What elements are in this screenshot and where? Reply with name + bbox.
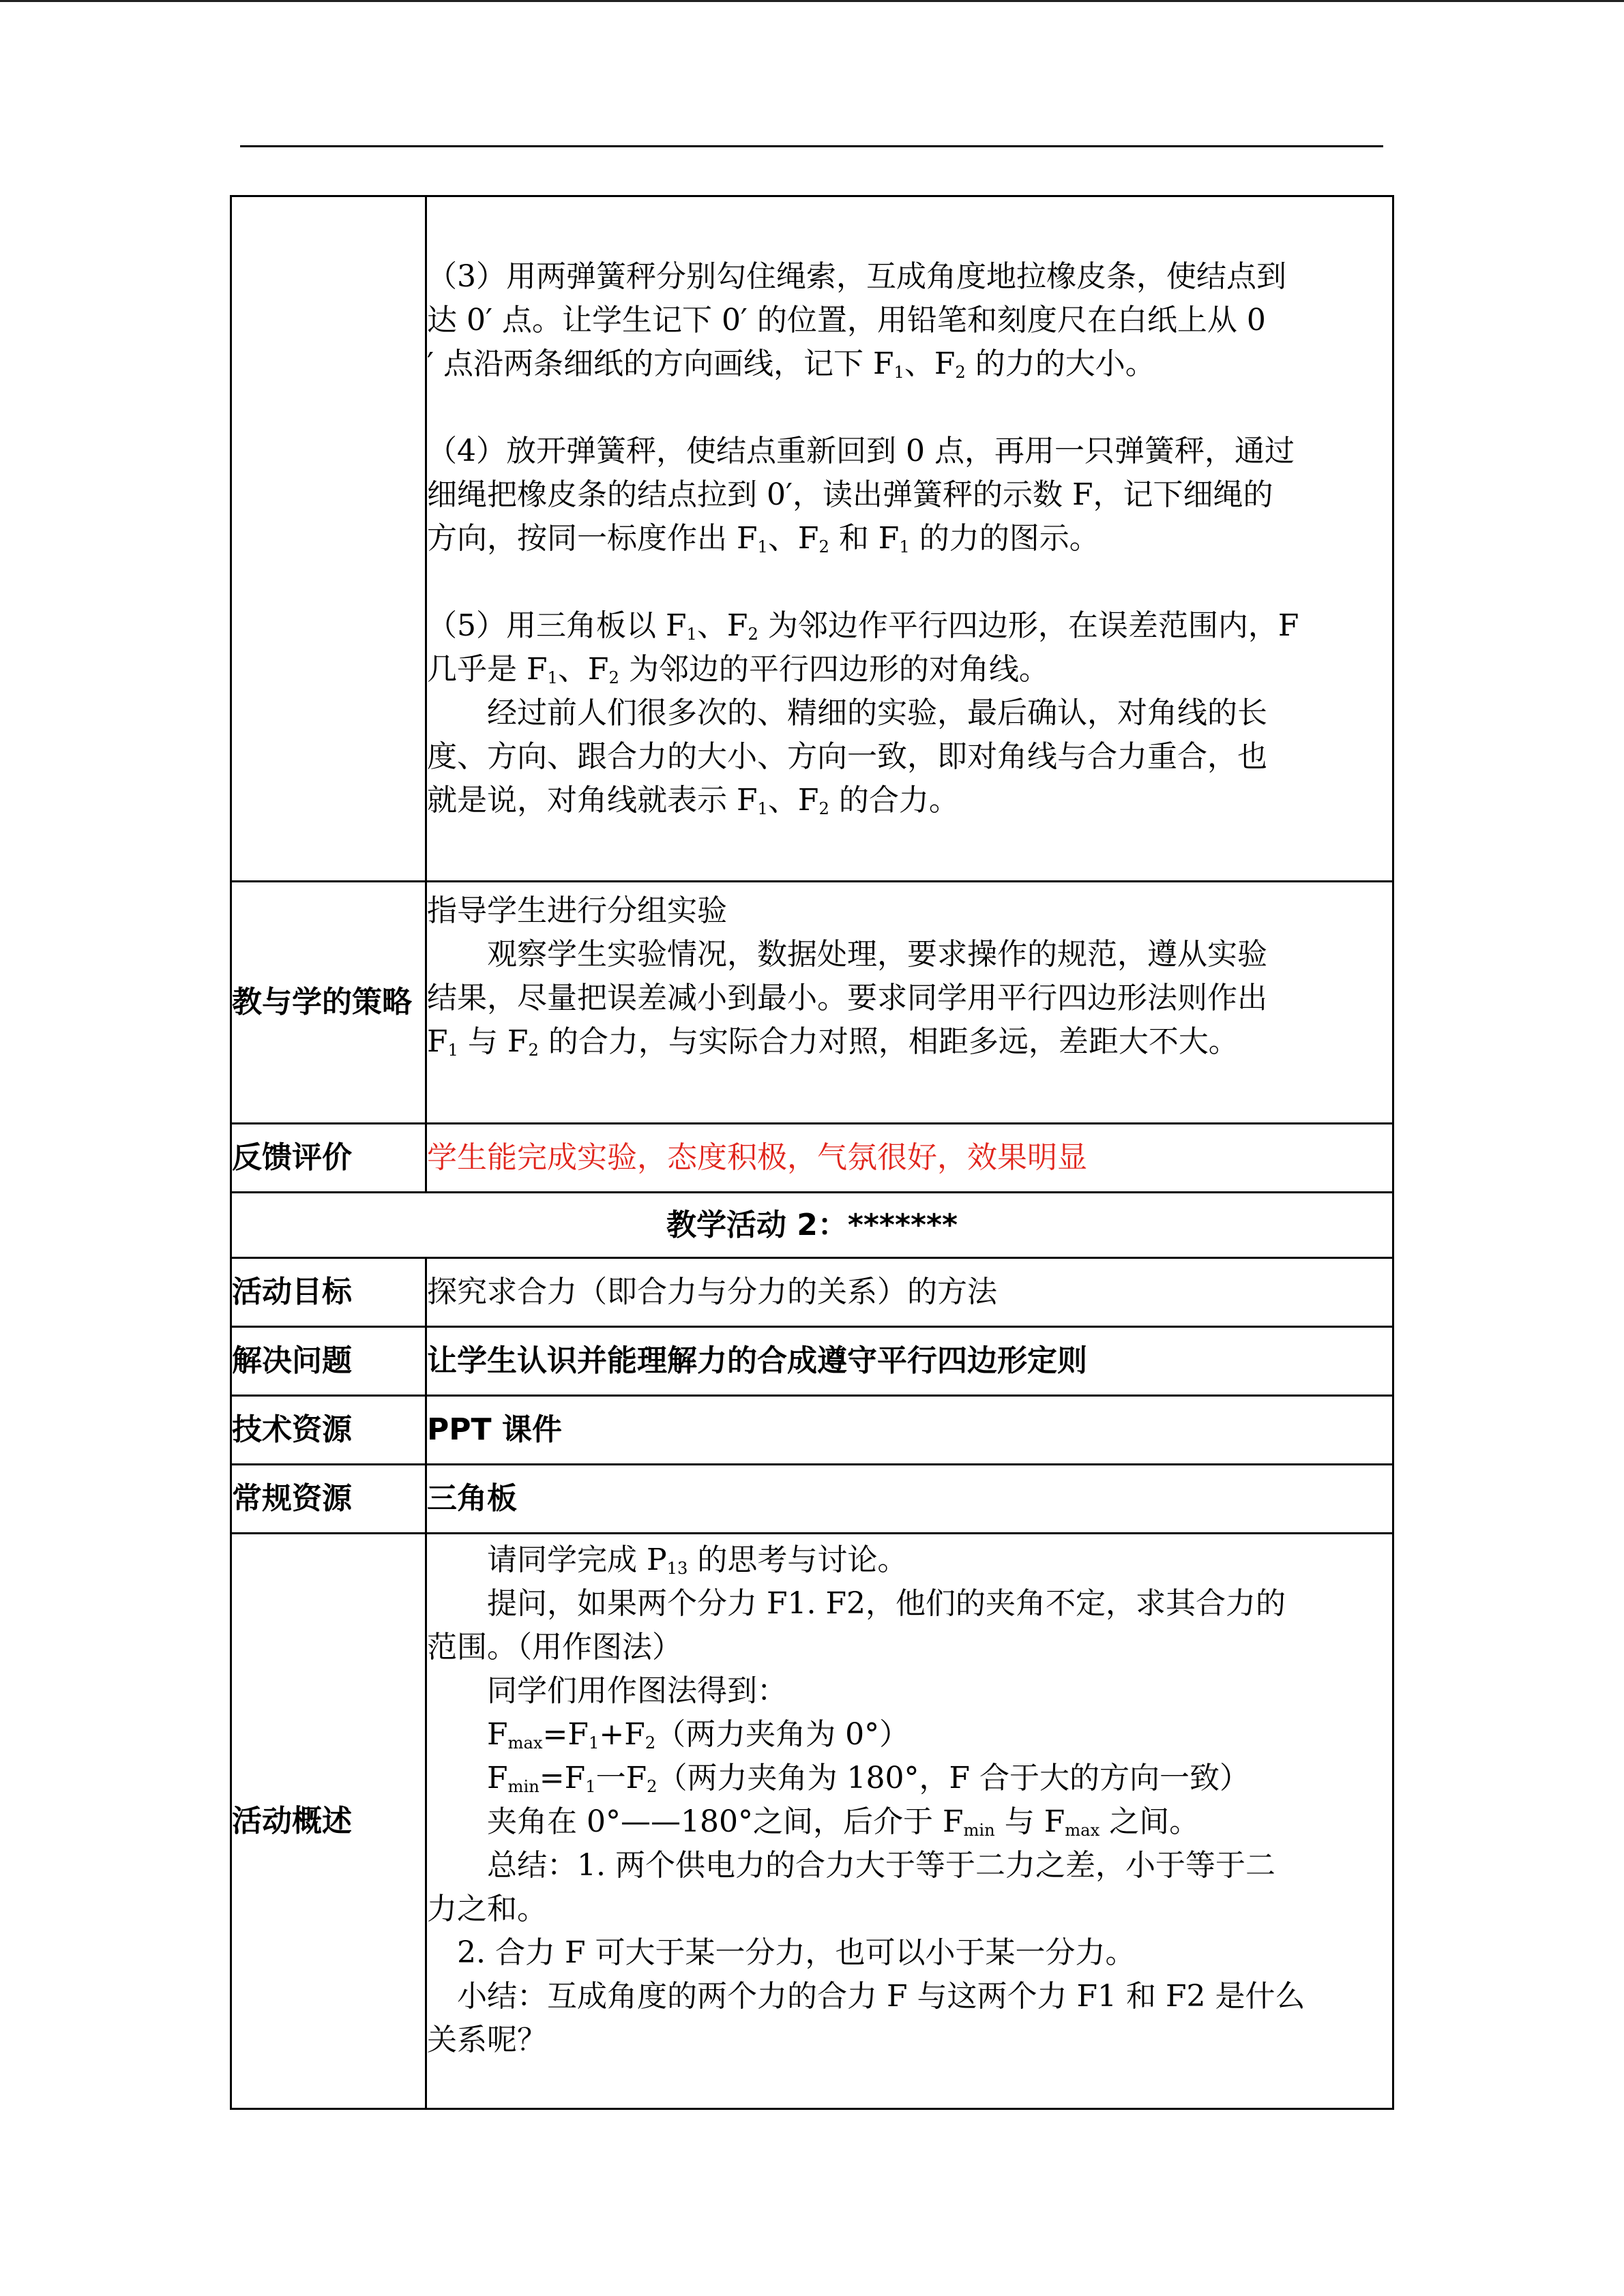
tech-resource-label: 技术资源 <box>231 1396 426 1465</box>
activity-goal-text: 探究求合力（即合力与分力的关系）的方法 <box>426 1258 1393 1327</box>
conclusion-line3: 就是说，对角线就表示 $F_1$、$F_2$ 的合力。 <box>427 783 959 819</box>
step4-line2: 细绳把橡皮条的结点拉到 0′，读出弹簧秤的示数 F，记下细绳的 <box>427 477 1273 512</box>
overview-label: 活动概述 <box>231 1534 426 2109</box>
step5-line1: （5）用三角板以 $F_1$、$F_2$ 为邻边作平行四边形，在误差范围内，F <box>427 608 1299 644</box>
strategy-row <box>231 882 1393 1124</box>
overview-row <box>231 1534 1393 2109</box>
page-top-border <box>0 0 1624 2</box>
problem-text: 让学生认识并能理解力的合成遵守平行四边形定则 <box>426 1327 1393 1396</box>
overview-line5: $F_{max}=F_1+F_2$（两力夹角为 0°） <box>487 1717 910 1753</box>
overview-cell <box>426 1534 1393 2109</box>
overview-line3: 范围。（用作图法） <box>427 1630 682 1665</box>
regular-resource-text: 三角板 <box>426 1465 1393 1534</box>
lesson-plan-table <box>230 195 1394 2110</box>
strategy-label: 教与学的策略 <box>231 882 426 1124</box>
feedback-label: 反馈评价 <box>231 1124 426 1193</box>
overview-line1: 请同学完成 $P_{13}$ 的思考与讨论。 <box>487 1542 908 1579</box>
step3-line1: （3）用两弹簧秤分别勾住绳索，互成角度地拉橡皮条，使结点到 <box>427 259 1286 294</box>
tech-resource-text: PPT 课件 <box>426 1396 1393 1465</box>
strategy-cell <box>426 882 1393 1124</box>
step4-line3: 方向，按同一标度作出 $F_1$、$F_2$ 和 $F_1$ 的力的图示。 <box>427 521 1099 557</box>
strategy-line3: 结果，尽量把误差减小到最小。要求同学用平行四边形法则作出 <box>427 981 1267 1015</box>
overview-line11: 小结：互成角度的两个力的合力 F 与这两个力 F1 和 F2 是什么 <box>457 1979 1305 2014</box>
overview-line7: 夹角在 0°——180°之间，后介于 $F_{min}$ 与 $F_{max}$ 之间。 <box>487 1804 1200 1840</box>
tech-resource-row <box>231 1396 1393 1465</box>
overview-line2: 提问，如果两个分力 F1. F2，他们的夹角不定，求其合力的 <box>487 1586 1286 1621</box>
problem-label: 解决问题 <box>231 1327 426 1396</box>
overview-line10: 2. 合力 F 可大于某一分力，也可以小于某一分力。 <box>457 1935 1136 1970</box>
strategy-line2: 观察学生实验情况，数据处理，要求操作的规范，遵从实验 <box>487 937 1267 972</box>
strategy-line4: $F_1$ 与 $F_2$ 的合力，与实际合力对照，相距多远，差距大不大。 <box>427 1024 1239 1060</box>
step3-line3: ′ 点沿两条细纸的方向画线，记下 $F_1$、$F_2$ 的力的大小。 <box>427 346 1155 383</box>
activity2-title-row <box>231 1193 1393 1258</box>
regular-resource-row <box>231 1465 1393 1534</box>
problem-row <box>231 1327 1393 1396</box>
overview-line6: $F_{min}=F_1$一$F_2$（两力夹角为 180°，F 合于大的方向一致） <box>487 1761 1250 1797</box>
activity-goal-label: 活动目标 <box>231 1258 426 1327</box>
empty-label-cell <box>231 196 426 882</box>
conclusion-line1: 经过前人们很多次的、精细的实验，最后确认，对角线的长 <box>487 696 1267 730</box>
regular-resource-label: 常规资源 <box>231 1465 426 1534</box>
experiment-steps-cell <box>426 196 1393 882</box>
overview-line8: 总结：1. 两个供电力的合力大于等于二力之差，小于等于二 <box>487 1848 1275 1883</box>
experiment-steps-row <box>231 196 1393 882</box>
feedback-text: 学生能完成实验，态度积极，气氛很好，效果明显 <box>426 1124 1393 1193</box>
activity2-title: 教学活动 2：******* <box>231 1193 1393 1258</box>
conclusion-line2: 度、方向、跟合力的大小、方向一致，即对角线与合力重合，也 <box>427 739 1267 774</box>
header-rule <box>240 145 1383 147</box>
step5-line2: 几乎是 $F_1$、$F_2$ 为邻边的平行四边形的对角线。 <box>427 652 1049 688</box>
step4-line1: （4）放开弹簧秤，使结点重新回到 0 点，再用一只弹簧秤，通过 <box>427 434 1295 468</box>
overview-line9: 力之和。 <box>427 1892 547 1926</box>
strategy-line1: 指导学生进行分组实验 <box>427 893 727 928</box>
step3-line2: 达 0′ 点。让学生记下 0′ 的位置，用铅笔和刻度尺在白纸上从 0 <box>427 303 1266 338</box>
activity-goal-row <box>231 1258 1393 1327</box>
feedback-row <box>231 1124 1393 1193</box>
overview-line12: 关系呢？ <box>427 2023 547 2057</box>
overview-line4: 同学们用作图法得到： <box>487 1673 787 1708</box>
